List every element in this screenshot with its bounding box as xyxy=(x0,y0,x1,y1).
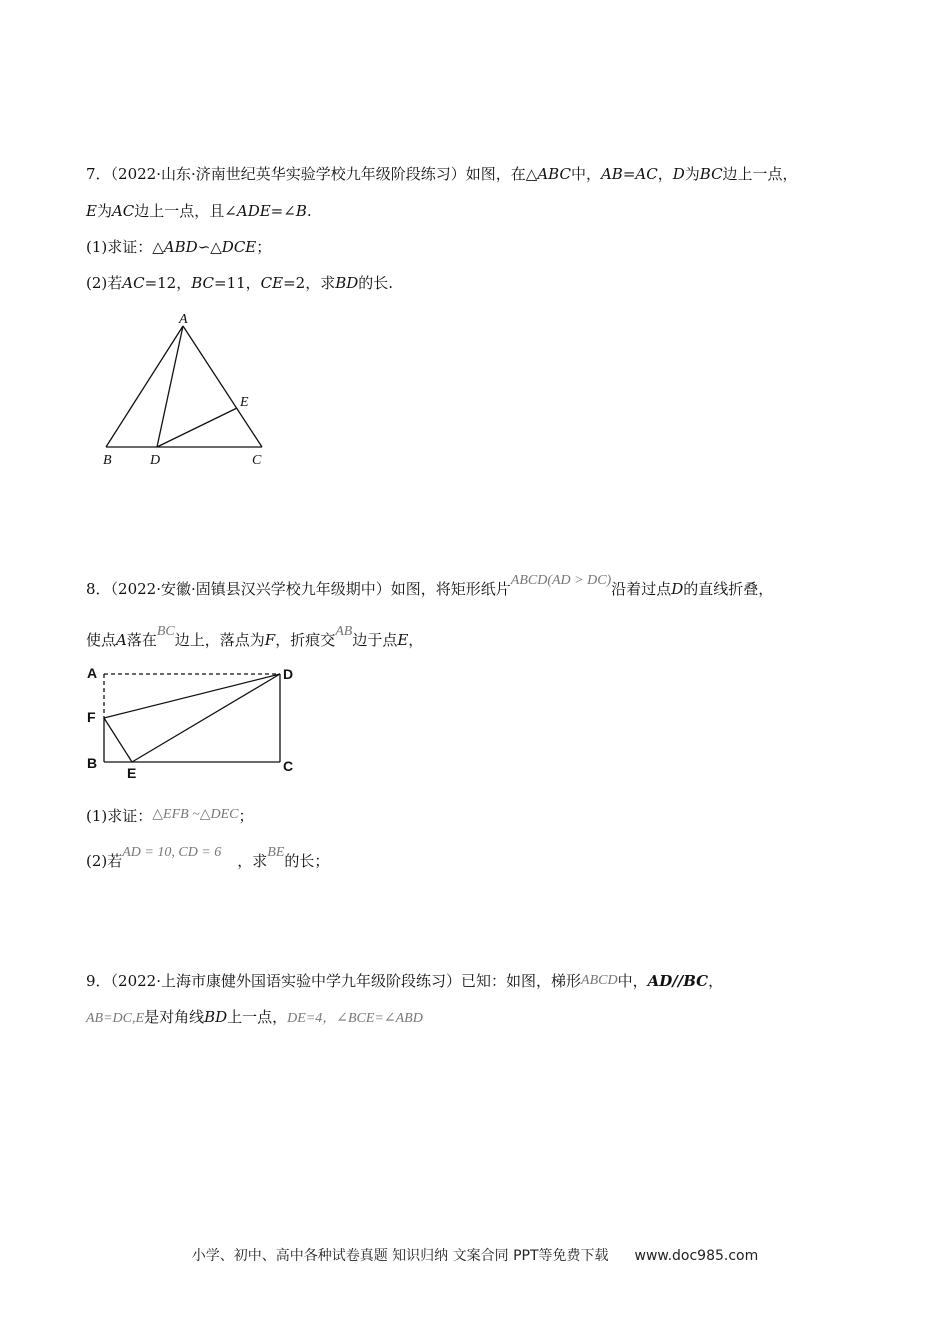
q7-math: AC xyxy=(122,274,145,292)
q9-math: BC xyxy=(683,972,709,990)
q7-text: =∠ xyxy=(270,202,296,220)
q7-number: 7． xyxy=(86,165,111,183)
q8-math-abcd: ABCD(AD > DC) xyxy=(510,573,612,588)
q8-math-similar: △EFB ~△DEC xyxy=(152,807,239,822)
q9-text: 中， xyxy=(617,972,648,990)
q8-math-bc: BC xyxy=(156,624,175,639)
q8-segment-ed xyxy=(132,674,280,762)
q7-text: ； xyxy=(256,238,272,256)
q7-math: CE xyxy=(260,274,284,292)
q7-text: . xyxy=(306,202,312,220)
q8-text: 使点 xyxy=(86,631,117,649)
q8-math: E xyxy=(397,631,409,649)
q8-part-1 xyxy=(86,806,254,828)
q7-text: =11， xyxy=(214,274,261,292)
q8-text: ， xyxy=(408,631,424,649)
q9-number: 9． xyxy=(86,972,111,990)
q8-text: 边上，落点为 xyxy=(174,631,265,649)
q8-segment-fe xyxy=(104,718,132,762)
q8-label-c: C xyxy=(283,758,294,774)
q7-text: (1)求证：△ xyxy=(86,238,164,256)
q8-math: A xyxy=(116,631,127,649)
q9-text: 是对角线 xyxy=(144,1008,205,1026)
q7-text: (2)若 xyxy=(86,274,123,292)
q7-text: 如图，在△ xyxy=(465,165,538,183)
q7-text: 为 xyxy=(96,202,112,220)
q8-part-2 xyxy=(86,845,330,873)
q7-math: BC xyxy=(191,274,214,292)
q7-math: DCE xyxy=(221,238,257,256)
q9-math-conditions: DE=4，∠BCE=∠ABD xyxy=(287,1011,423,1026)
q8-text: (2)若 xyxy=(86,852,123,870)
q9-math-ab-dc: AB=DC,E xyxy=(86,1011,145,1026)
q9-text: 上一点， xyxy=(227,1008,288,1026)
q7-label-e: E xyxy=(240,395,249,410)
q9-source: （2022·上海市康健外国语实验中学九年级阶段练习） xyxy=(110,972,461,990)
q7-math: ABC xyxy=(537,165,571,183)
q8-text: ，折痕交 xyxy=(275,631,336,649)
q7-math: BD xyxy=(335,274,359,292)
q7-text: 的长. xyxy=(358,274,394,292)
q7-label-b: B xyxy=(103,453,112,468)
q8-text: 沿着过点 xyxy=(611,580,672,598)
q7-math: BC xyxy=(699,165,723,183)
q8-text: (1)求证： xyxy=(86,807,153,825)
q7-text: ∽△ xyxy=(197,238,222,256)
q8-math-be: BE xyxy=(267,845,285,860)
q8-segment-fd xyxy=(104,674,280,718)
q8-source: （2022·安徽·固镇县汉兴学校九年级期中） xyxy=(110,580,391,598)
q8-number: 8． xyxy=(86,580,111,598)
q7-text: 中， xyxy=(570,165,601,183)
q7-math: E xyxy=(86,202,97,220)
footer-text: 小学、初中、高中各种试卷真题 知识归纳 文案合同 PPT等免费下载 xyxy=(191,1248,609,1264)
q7-math: D xyxy=(672,165,685,183)
q7-label-d: D xyxy=(150,453,161,468)
q7-text: 边上一点，且∠ xyxy=(134,202,237,220)
q7-source: （2022·山东·济南世纪英华实验学校九年级阶段练习） xyxy=(110,165,466,183)
q9-math: AD xyxy=(647,972,673,990)
q9-math: BD xyxy=(204,1008,228,1026)
q8-math: F xyxy=(264,631,276,649)
q7-text: ， xyxy=(657,165,673,183)
q8-label-f: F xyxy=(87,709,96,725)
q8-label-e: E xyxy=(127,765,137,781)
q8-math-ab: AB xyxy=(335,624,353,639)
q8-text: 的直线折叠， xyxy=(683,580,774,598)
q9-math: // xyxy=(672,972,684,990)
q9-text: ， xyxy=(708,972,724,990)
q9-text: 已知：如图，梯形 xyxy=(461,972,582,990)
q7-math: B xyxy=(295,202,307,220)
q8-text: ； xyxy=(238,807,254,825)
q8-text: 的长； xyxy=(284,852,330,870)
q7-label-a: A xyxy=(179,312,188,327)
q8-text: ，求 xyxy=(237,852,268,870)
q9-line-2 xyxy=(86,1007,423,1029)
q7-math: ABD xyxy=(163,238,198,256)
q7-text: = xyxy=(622,165,636,183)
q8-text: 边于点 xyxy=(352,631,398,649)
q8-label-a: A xyxy=(87,665,98,681)
q9-math-abcd: ABCD xyxy=(581,973,618,988)
q7-math: AC xyxy=(111,202,135,220)
q7-text: =2，求 xyxy=(283,274,336,292)
q7-text: 边上一点， xyxy=(722,165,798,183)
q7-label-c: C xyxy=(252,453,262,468)
q7-math: AB xyxy=(600,165,623,183)
q8-math-given: AD = 10, CD = 6 xyxy=(122,845,222,860)
q8-math: D xyxy=(671,580,684,598)
q8-label-d: D xyxy=(283,666,294,682)
q8-text: 如图，将矩形纸片 xyxy=(390,580,511,598)
page-footer xyxy=(0,1245,950,1265)
footer-url: www.doc985.com xyxy=(634,1248,759,1264)
q8-text: 落在 xyxy=(126,631,157,649)
q7-math: ADE xyxy=(236,202,271,220)
q8-label-b: B xyxy=(87,755,98,771)
q9-line-1 xyxy=(86,971,723,993)
q7-text: 为 xyxy=(684,165,700,183)
q7-math: AC xyxy=(635,165,658,183)
q7-text: =12， xyxy=(144,274,192,292)
